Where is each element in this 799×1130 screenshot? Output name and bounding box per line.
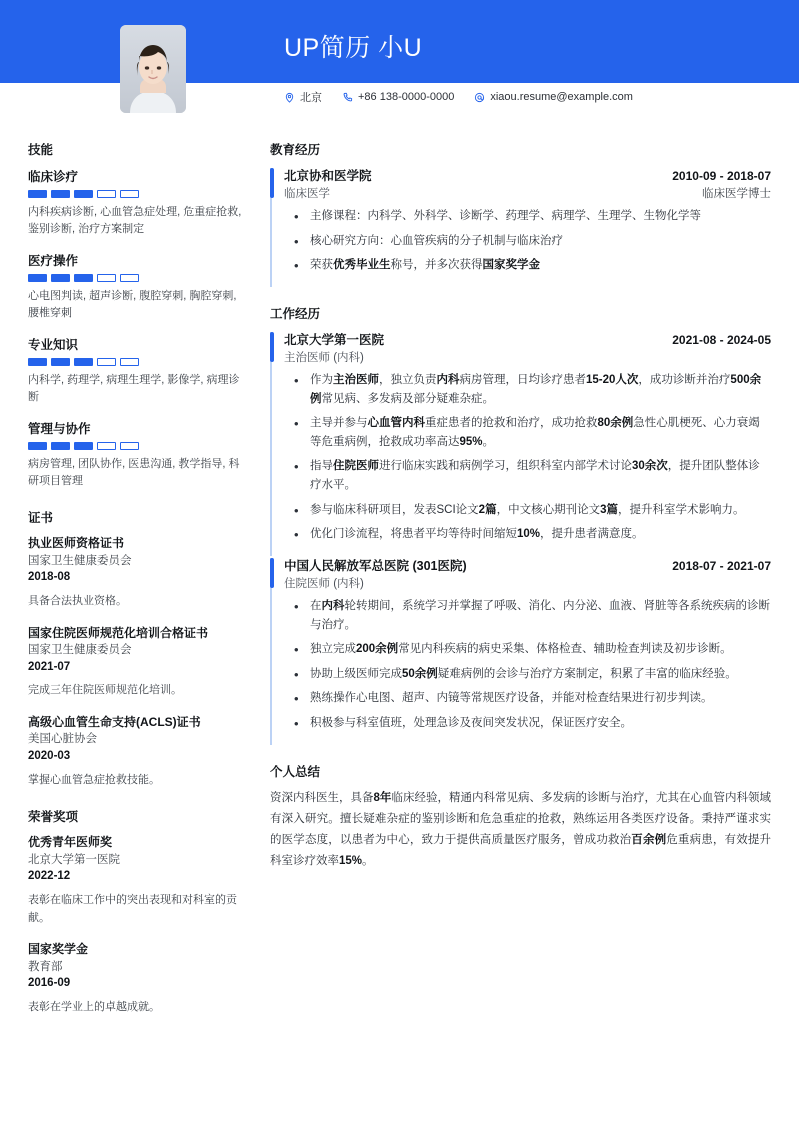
skill-level-bar — [28, 274, 248, 282]
skill-name: 医疗操作 — [28, 254, 79, 269]
skill-description: 内科学, 药理学, 病理生理学, 影像学, 病理诊断 — [28, 374, 240, 404]
skill-level-segment — [120, 358, 139, 366]
contact-row — [284, 89, 633, 105]
education-bullets — [284, 207, 771, 275]
skill-item — [28, 167, 248, 238]
skill-description: 心电图判读, 超声诊断, 腹腔穿刺, 胸腔穿刺, 腰椎穿刺 — [28, 290, 237, 320]
entry-description: 表彰在学业上的卓越成就。 — [28, 1001, 160, 1014]
portrait-photo-icon — [120, 25, 186, 113]
major: 临床医学 — [284, 188, 330, 200]
skill-item — [28, 335, 248, 406]
skill-level-segment — [74, 274, 93, 282]
summary-section-title: 个人总结 — [270, 764, 321, 779]
skill-description: 内科疾病诊断, 心血管急症处理, 危重症抢救, 鉴别诊断, 治疗方案制定 — [28, 206, 242, 236]
entry-title: 国家住院医师规范化培训合格证书 — [28, 625, 209, 640]
education-bullet: • 荣获优秀毕业生称号，并多次获得国家奖学金 — [284, 256, 771, 275]
skill-level-bar — [28, 358, 248, 366]
work-bullet: • 优化门诊流程，将患者平均等待时间缩短10%，提升患者满意度。 — [284, 525, 771, 544]
certificate-item — [28, 625, 248, 700]
work-bullets — [284, 371, 771, 544]
skills-section-title: 技能 — [28, 143, 54, 157]
skill-name: 临床诊疗 — [28, 170, 79, 184]
education-list — [270, 166, 771, 287]
main-column — [270, 131, 799, 1031]
award-item — [28, 834, 248, 927]
entry-description: 具备合法执业资格。 — [28, 595, 127, 608]
entry-issuer: 国家卫生健康委员会 — [28, 644, 132, 657]
phone-icon — [342, 92, 353, 103]
degree: 临床医学博士 — [702, 188, 771, 200]
entry-title: 高级心血管生命支持(ACLS)证书 — [28, 715, 201, 730]
certificates-section — [28, 508, 248, 789]
entry-description: 掌握心血管急症抢救技能。 — [28, 773, 160, 786]
summary-section — [270, 762, 771, 873]
skill-name: 专业知识 — [28, 338, 79, 353]
work-list — [270, 330, 771, 745]
certificate-item — [28, 714, 248, 789]
entry-date: 2021-07 — [28, 660, 71, 673]
work-bullet: • 协助上级医师完成50余例疑难病例的会诊与治疗方案制定，积累了丰富的临床经验。 — [284, 665, 771, 684]
contact-email — [474, 91, 633, 103]
work-bullet: • 参与临床科研项目，发表SCI论文2篇，中文核心期刊论文3篇，提升科室学术影响力。 — [284, 501, 771, 520]
work-section — [270, 304, 771, 745]
education-bullet: • 核心研究方向：心血管疾病的分子机制与临床治疗 — [284, 232, 771, 251]
skill-level-segment — [28, 190, 47, 198]
skill-level-segment — [120, 274, 139, 282]
entry-title: 国家奖学金 — [28, 942, 89, 957]
school-name: 北京协和医学院 — [284, 169, 372, 183]
work-bullet: • 独立完成200余例常见内科疾病的病史采集、体格检查、辅助检查判读及初步诊断。 — [284, 640, 771, 659]
work-bullet: • 熟练操作心电图、超声、内镜等常规医疗设备，并能对检查结果进行初步判读。 — [284, 689, 771, 708]
contact-phone-text: +86 138-0000-0000 — [358, 91, 455, 103]
skills-section — [28, 140, 248, 490]
skill-level-bar — [28, 442, 248, 450]
entry-description: 完成三年住院医师规范化培训。 — [28, 684, 182, 697]
job-title: 住院医师 (内科) — [284, 577, 364, 590]
entry-issuer: 北京大学第一医院 — [28, 853, 120, 866]
skill-item — [28, 251, 248, 322]
location-pin-icon — [284, 92, 295, 103]
entry-issuer: 美国心脏协会 — [28, 733, 97, 746]
entry-title: 优秀青年医师奖 — [28, 835, 113, 850]
skill-level-segment — [28, 442, 47, 450]
skill-level-segment — [51, 442, 70, 450]
skill-level-segment — [74, 442, 93, 450]
award-item — [28, 941, 248, 1016]
work-section-title: 工作经历 — [270, 306, 321, 321]
education-item — [270, 166, 771, 287]
work-date-range: 2018-07 - 2021-07 — [672, 558, 771, 573]
skill-level-segment — [28, 358, 47, 366]
certificates-list — [28, 535, 248, 789]
entry-description: 表彰在临床工作中的突出表现和对科室的贡献。 — [28, 894, 237, 924]
work-item — [270, 556, 771, 745]
awards-list — [28, 834, 248, 1016]
work-bullet: • 主导并参与心血管内科重症患者的抢救和治疗，成功抢救80余例急性心肌梗死、心力衰竭等危重病例，抢救成功率高达95%。 — [284, 414, 771, 451]
job-title: 主治医师 (内科) — [284, 351, 364, 364]
entry-date: 2016-09 — [28, 977, 71, 990]
skill-level-segment — [97, 190, 116, 198]
contact-phone — [342, 91, 454, 103]
skill-level-bar — [28, 190, 248, 198]
awards-section — [28, 807, 248, 1016]
skill-level-segment — [28, 274, 47, 282]
entry-date: 2022-12 — [28, 870, 71, 883]
certificate-item — [28, 535, 248, 610]
entry-issuer: 国家卫生健康委员会 — [28, 554, 132, 567]
work-bullet: • 积极参与科室值班，处理急诊及夜间突发状况，保证医疗安全。 — [284, 714, 771, 733]
sidebar — [0, 131, 270, 1031]
skill-level-segment — [97, 274, 116, 282]
entry-date: 2020-03 — [28, 750, 71, 763]
skill-level-segment — [120, 190, 139, 198]
work-header — [284, 556, 771, 574]
work-bullet: • 在内科轮转期间，系统学习并掌握了呼吸、消化、内分泌、血液、肾脏等各系统疾病的诊断与治疗。 — [284, 597, 771, 634]
work-date-range: 2021-08 - 2024-05 — [672, 332, 771, 347]
work-bullets — [284, 597, 771, 733]
work-bullet: • 作为主治医师，独立负责内科病房管理，日均诊疗患者15-20人次，成功诊断并治疗500余例常见病、多发病及部分疑难杂症。 — [284, 371, 771, 408]
contact-location-text: 北京 — [300, 92, 322, 104]
awards-section-title: 荣誉奖项 — [28, 810, 79, 825]
certificates-section-title: 证书 — [28, 511, 54, 526]
skill-level-segment — [51, 190, 70, 198]
skill-description: 病房管理, 团队协作, 医患沟通, 教学指导, 科研项目管理 — [28, 458, 240, 488]
skills-list — [28, 167, 248, 490]
summary-text: 资深内科医生，具备8年临床经验，精通内科常见病、多发病的诊断与治疗，尤其在心血管内科领域有深入研究。擅长疑难杂症的鉴别诊断和危急重症的抢救，熟练运用各类医疗设备。秉持严谨求实的医学态度，以患者为中心，致力于提供高质量医疗服务，曾成功救治百余例危重病患，有效提升科室诊疗效率15%。 — [270, 791, 772, 868]
entry-title: 执业医师资格证书 — [28, 536, 125, 551]
contact-location — [284, 89, 322, 105]
skill-item — [28, 419, 248, 490]
skill-level-segment — [97, 442, 116, 450]
skill-level-segment — [51, 274, 70, 282]
email-at-icon — [474, 92, 485, 103]
education-section — [270, 140, 771, 287]
education-date-range: 2010-09 - 2018-07 — [672, 169, 771, 183]
skill-level-segment — [74, 358, 93, 366]
contact-email-text: xiaou.resume@example.com — [490, 91, 633, 103]
resume-body — [0, 131, 799, 1031]
work-subheader — [284, 349, 771, 365]
work-bullet: • 指导住院医师进行临床实践和病例学习，组织科室内部学术讨论30余次，提升团队整体诊疗水平。 — [284, 457, 771, 494]
skill-level-segment — [51, 358, 70, 366]
education-subheader — [284, 185, 771, 201]
avatar — [120, 25, 186, 113]
skill-level-segment — [74, 190, 93, 198]
company-name: 中国人民解放军总医院 (301医院) — [284, 558, 467, 573]
entry-date: 2018-08 — [28, 571, 71, 584]
work-header — [284, 330, 771, 348]
education-header — [284, 166, 771, 184]
work-item — [270, 330, 771, 556]
skill-level-segment — [120, 442, 139, 450]
page-title: UP简历 小U — [284, 34, 423, 62]
education-section-title: 教育经历 — [270, 143, 321, 157]
skill-name: 管理与协作 — [28, 422, 91, 437]
work-subheader — [284, 575, 771, 591]
entry-issuer: 教育部 — [28, 960, 63, 973]
skill-level-segment — [97, 358, 116, 366]
company-name: 北京大学第一医院 — [284, 332, 385, 347]
education-bullet: • 主修课程：内科学、外科学、诊断学、药理学、病理学、生理学、生物化学等 — [284, 207, 771, 226]
